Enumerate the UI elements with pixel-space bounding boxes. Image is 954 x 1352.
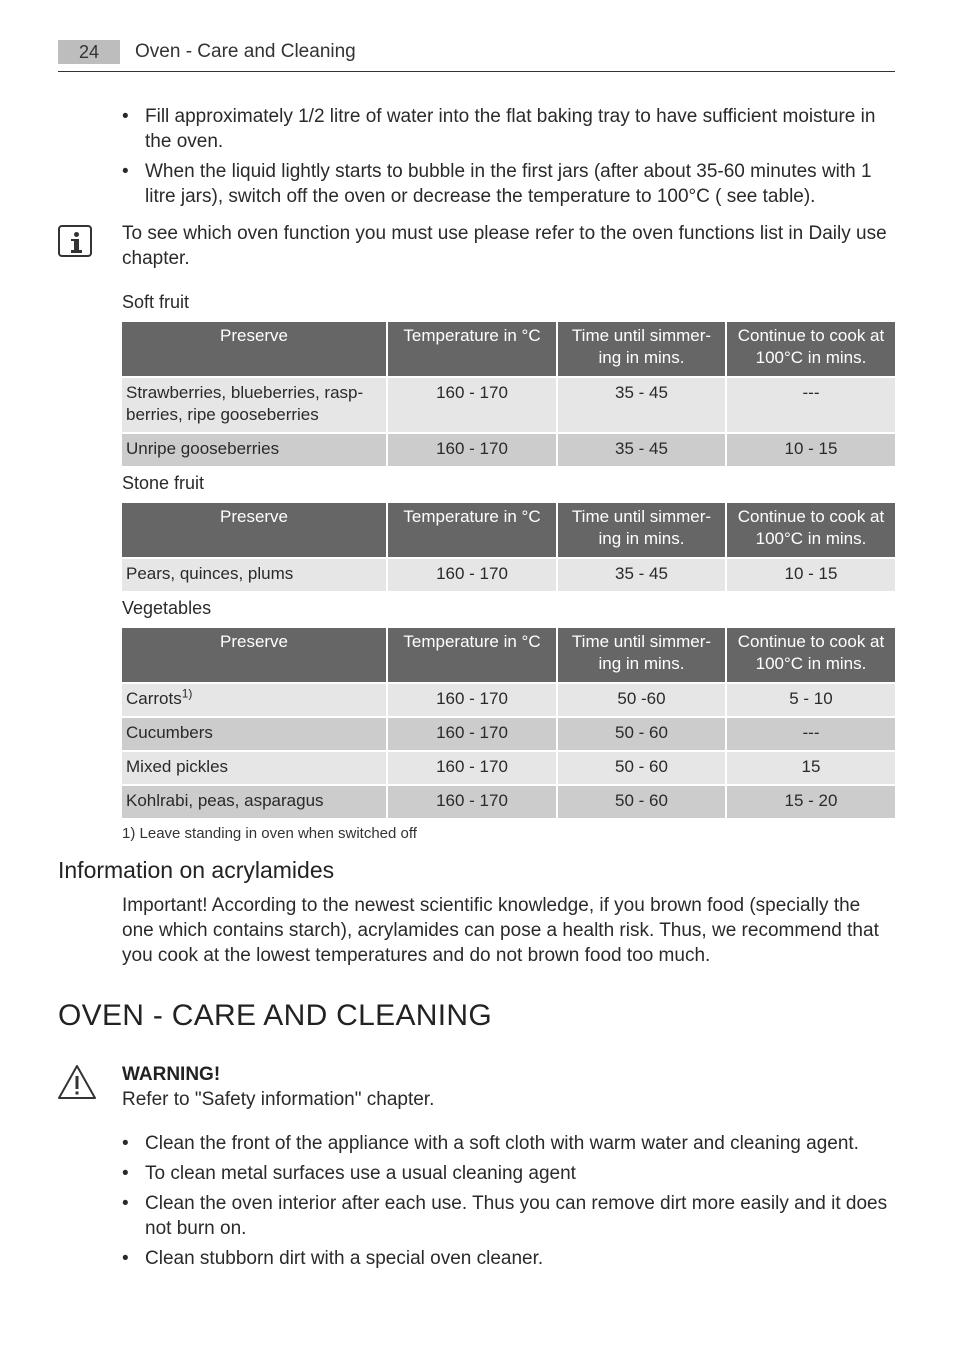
acrylamides-heading: Information on acrylamides	[58, 857, 335, 883]
preserve-name: Carrots	[126, 689, 182, 708]
list-item: • Fill approximately 1/2 litre of water into the flat baking tray to have sufficient moisture in the oven.	[122, 104, 892, 154]
cell-temperature: 160 - 170	[388, 718, 556, 750]
warning-title: WARNING!	[122, 1064, 221, 1085]
cell-simmer-time: 35 - 45	[558, 559, 725, 591]
column-header: Temperature in °C	[388, 503, 556, 557]
info-icon	[58, 225, 92, 257]
cleaning-tips-list	[122, 1131, 892, 1276]
column-header: Continue to cook at 100°C in mins.	[727, 628, 895, 682]
cell-temperature: 160 - 170	[388, 378, 556, 432]
column-header: Continue to cook at 100°C in mins.	[727, 322, 895, 376]
table-caption-vegetables: Vegetables	[122, 598, 212, 618]
list-item: • Clean the front of the appliance with a soft cloth with warm water and cleaning agent.	[122, 1131, 892, 1156]
cell-preserve: Strawberries, blueberries, rasp-berries, ripe gooseberries	[122, 378, 386, 432]
cell-simmer-time: 35 - 45	[558, 378, 725, 432]
cell-cook-time: 5 - 10	[727, 684, 895, 716]
cell-cook-time: ---	[727, 718, 895, 750]
cell-temperature: 160 - 170	[388, 752, 556, 784]
table-caption-soft-fruit: Soft fruit	[122, 292, 190, 312]
column-header: Temperature in °C	[388, 628, 556, 682]
cell-simmer-time: 50 - 60	[558, 786, 725, 818]
column-header: Preserve	[122, 503, 386, 557]
acrylamides-paragraph	[122, 893, 894, 968]
cell-simmer-time: 50 -60	[558, 684, 725, 716]
list-item: • Clean the oven interior after each use. Thus you can remove dirt more easily and it does not burn on.	[122, 1191, 892, 1241]
column-header: Time until simmer-ing in mins.	[558, 628, 725, 682]
table-row	[122, 434, 895, 466]
page-number: 24	[58, 40, 120, 64]
footnote-marker: 1)	[181, 686, 193, 701]
page-header	[58, 38, 895, 72]
cell-simmer-time: 50 - 60	[558, 718, 725, 750]
cell-cook-time: 15	[727, 752, 895, 784]
cell-preserve: Pears, quinces, plums	[122, 559, 386, 591]
cell-preserve: Kohlrabi, peas, asparagus	[122, 786, 386, 818]
list-item: • When the liquid lightly starts to bubble in the first jars (after about 35-60 minutes with 1 litre jars), switch off the oven or decrease the temperature to 100°C ( see table).	[122, 159, 892, 209]
warning-text: Refer to "Safety information" chapter.	[122, 1089, 435, 1110]
list-item: • Clean stubborn dirt with a special oven cleaner.	[122, 1246, 892, 1271]
header-title: Oven - Care and Cleaning	[135, 41, 356, 62]
important-label: Important!	[122, 895, 208, 916]
stone-fruit-table	[120, 501, 897, 593]
list-item: • To clean metal surfaces use a usual cleaning agent	[122, 1161, 892, 1186]
cell-cook-time: 10 - 15	[727, 559, 895, 591]
cell-temperature: 160 - 170	[388, 434, 556, 466]
table-row	[122, 786, 895, 818]
soft-fruit-table	[120, 320, 897, 468]
cell-preserve: Unripe gooseberries	[122, 434, 386, 466]
column-header: Preserve	[122, 322, 386, 376]
table-row	[122, 559, 895, 591]
cell-cook-time: 10 - 15	[727, 434, 895, 466]
table-footnote: 1) Leave standing in oven when switched off	[122, 825, 417, 842]
warning-icon	[57, 1064, 97, 1100]
table-row	[122, 718, 895, 750]
cell-simmer-time: 50 - 60	[558, 752, 725, 784]
column-header: Time until simmer-ing in mins.	[558, 322, 725, 376]
cell-simmer-time: 35 - 45	[558, 434, 725, 466]
cell-cook-time: 15 - 20	[727, 786, 895, 818]
cell-preserve	[122, 684, 386, 716]
acrylamides-text: According to the newest scientific knowledge, if you brown food (specially the one which contains starch), acrylamides can pose a health risk. Thus, we recommend that you cook at the lowest temperatures and do not brown food too much.	[122, 895, 879, 966]
cell-preserve: Cucumbers	[122, 718, 386, 750]
table-row	[122, 684, 895, 716]
column-header: Time until simmer-ing in mins.	[558, 503, 725, 557]
vegetables-table	[120, 626, 897, 820]
column-header: Temperature in °C	[388, 322, 556, 376]
info-note: To see which oven function you must use please refer to the oven functions list in Daily use chapter.	[122, 223, 887, 269]
table-caption-stone-fruit: Stone fruit	[122, 473, 205, 493]
table-row	[122, 378, 895, 432]
cell-temperature: 160 - 170	[388, 559, 556, 591]
section-title: OVEN - CARE AND CLEANING	[58, 999, 492, 1032]
column-header: Continue to cook at 100°C in mins.	[727, 503, 895, 557]
cell-cook-time: ---	[727, 378, 895, 432]
preserving-tips-list	[122, 104, 892, 214]
cell-temperature: 160 - 170	[388, 684, 556, 716]
table-row	[122, 752, 895, 784]
column-header: Preserve	[122, 628, 386, 682]
cell-temperature: 160 - 170	[388, 786, 556, 818]
cell-preserve: Mixed pickles	[122, 752, 386, 784]
